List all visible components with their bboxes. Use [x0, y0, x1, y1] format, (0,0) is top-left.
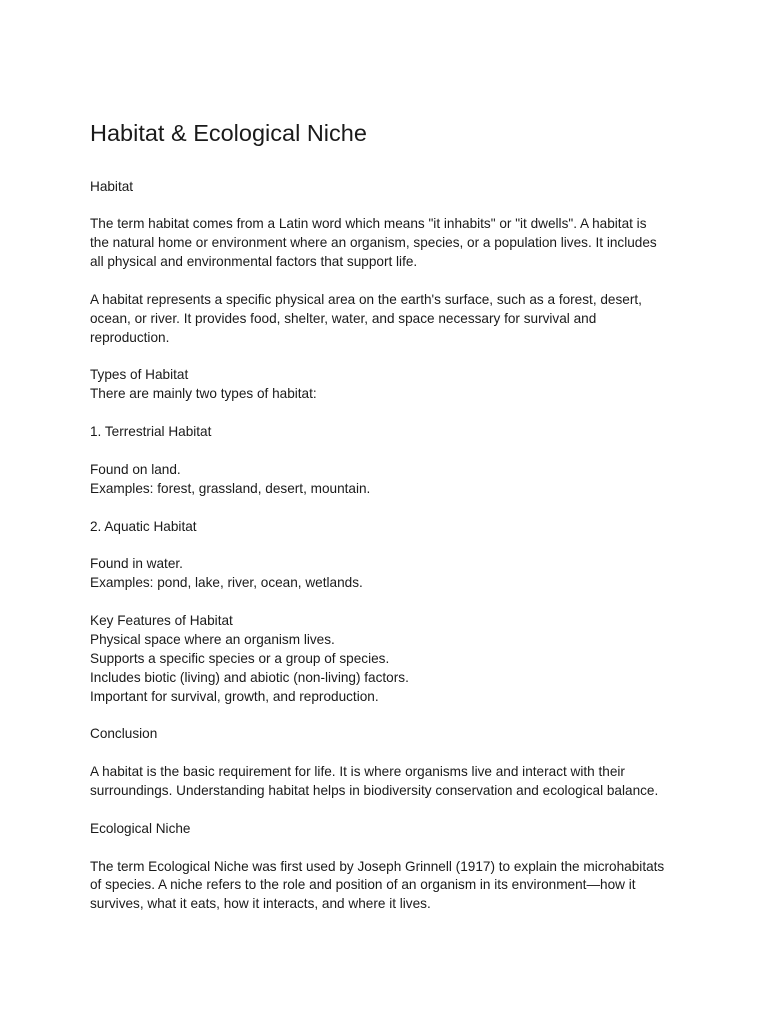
- aquatic-line: Examples: pond, lake, river, ocean, wetlands.: [90, 575, 363, 591]
- conclusion-heading: Conclusion: [90, 726, 158, 742]
- document-body: [90, 178, 690, 915]
- habitat-heading: Habitat: [90, 178, 134, 194]
- terrestrial-heading: 1. Terrestrial Habitat: [90, 424, 212, 440]
- habitat-para2-line: A habitat represents a specific physical area on the earth's surface, such as a forest, desert,: [90, 291, 642, 307]
- habitat-para2-line: ocean, or river. It provides food, shelter, water, and space necessary for survival and: [90, 310, 597, 326]
- niche-heading: Ecological Niche: [90, 820, 191, 836]
- aquatic-line: Found in water.: [90, 556, 183, 572]
- key-features-heading: Key Features of Habitat: [90, 612, 233, 628]
- page-title: Habitat & Ecological Niche: [90, 120, 367, 146]
- niche-line: survives, what it eats, how it interacts, and where it lives.: [90, 896, 431, 912]
- niche-line: The term Ecological Niche was first used by Joseph Grinnell (1917) to explain the microhabitats: [90, 858, 665, 874]
- conclusion-line: surroundings. Understanding habitat helps in biodiversity conservation and ecological balance.: [90, 783, 659, 798]
- types-heading: Types of Habitat: [90, 367, 189, 383]
- terrestrial-line: Examples: forest, grassland, desert, mountain.: [90, 480, 371, 496]
- habitat-para1-line: the natural home or environment where an organism, species, or a population lives. It includes: [90, 235, 657, 251]
- aquatic-heading: 2. Aquatic Habitat: [90, 518, 197, 534]
- habitat-para1-line: all physical and environmental factors that support life.: [90, 254, 418, 270]
- conclusion-line: A habitat is the basic requirement for life. It is where organisms live and interact with their: [90, 764, 625, 780]
- habitat-para1-line: The term habitat comes from a Latin word which means "it inhabits" or "it dwells". A habitat is: [90, 216, 647, 232]
- key-feature-item: Important for survival, growth, and reproduction.: [90, 688, 379, 704]
- key-feature-item: Supports a specific species or a group of species.: [90, 650, 390, 666]
- key-feature-item: Physical space where an organism lives.: [90, 631, 335, 647]
- key-feature-item: Includes biotic (living) and abiotic (non-living) factors.: [90, 669, 409, 685]
- niche-line: of species. A niche refers to the role and position of an organism in its environment—how it: [90, 877, 636, 893]
- habitat-para2-line: reproduction.: [90, 329, 170, 345]
- terrestrial-line: Found on land.: [90, 461, 181, 477]
- types-intro: There are mainly two types of habitat:: [90, 386, 317, 402]
